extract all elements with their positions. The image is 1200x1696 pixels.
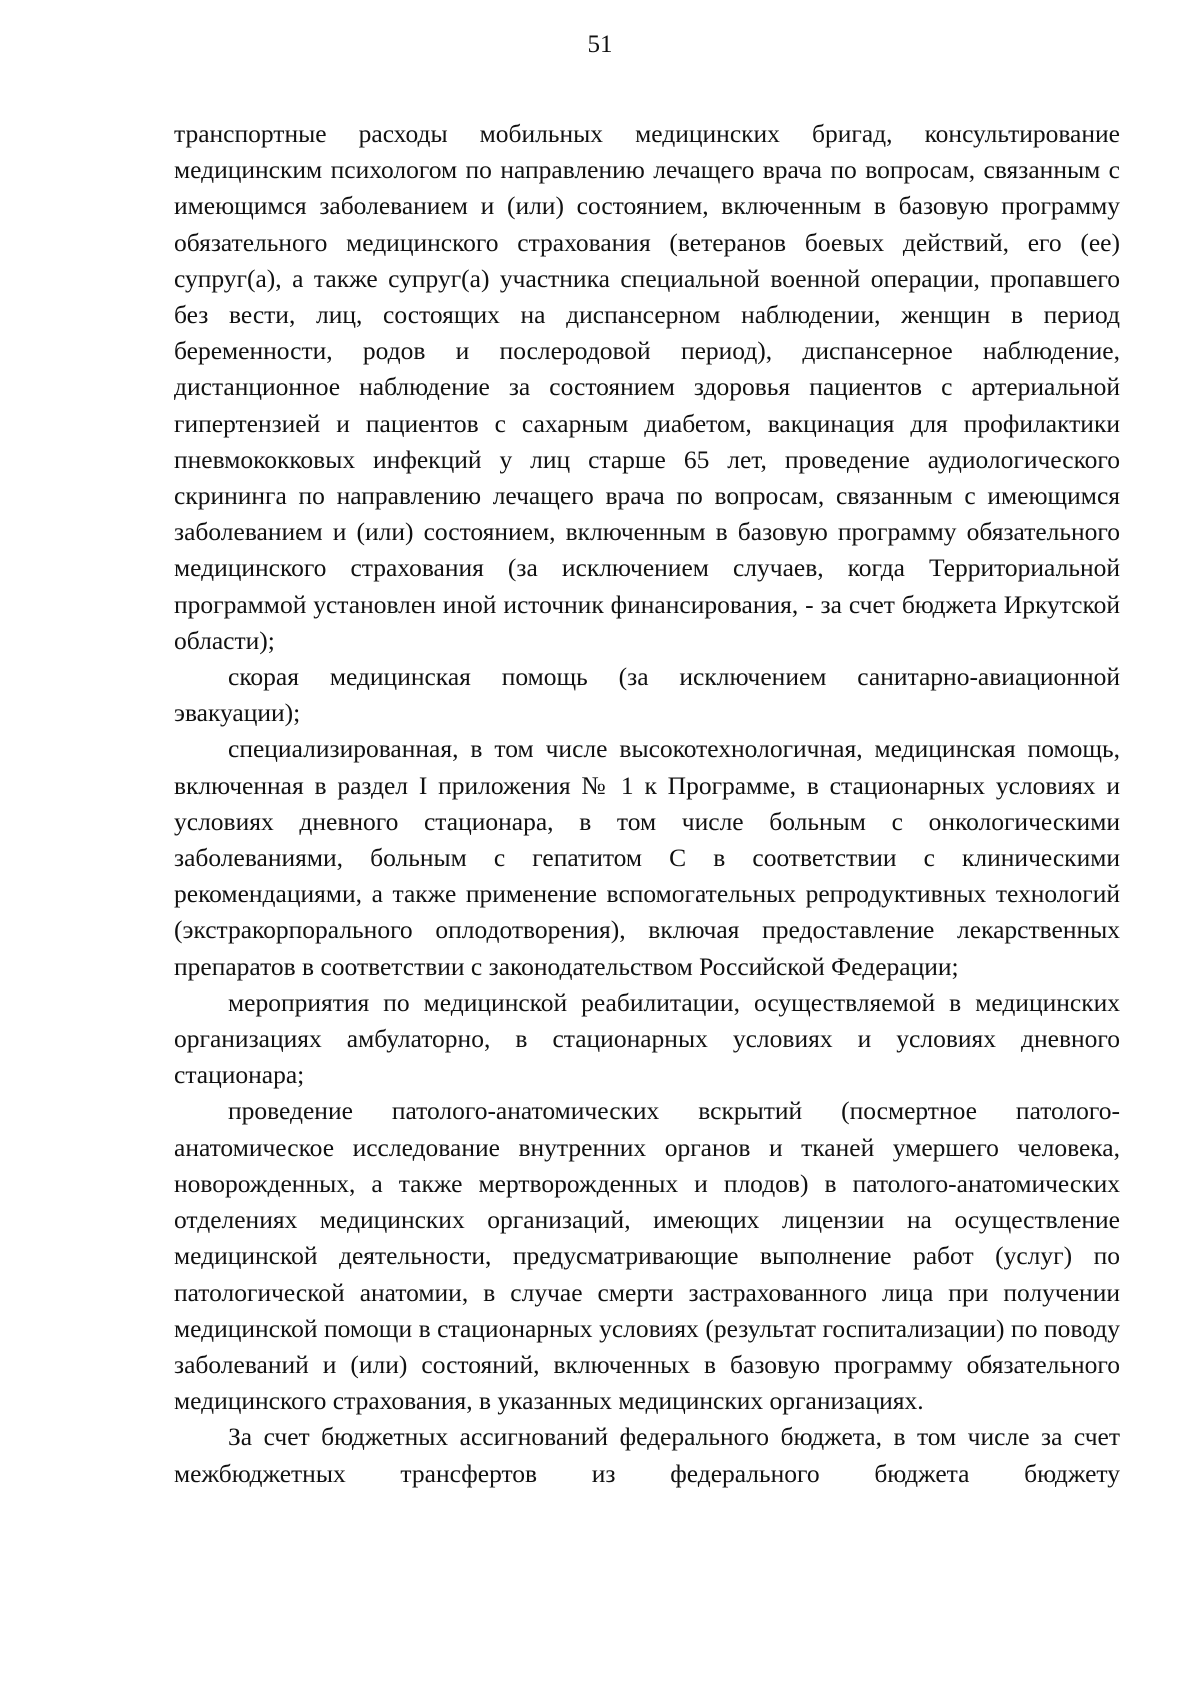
paragraph-rehabilitation: мероприятия по медицинской реабилитации, осуществляемой в медицинских организациях амбулаторно, в стационарных условиях и условиях дневного стационара;	[174, 987, 1120, 1090]
paragraph-emergency-care: скорая медицинская помощь (за исключением санитарно-авиационной эвакуации);	[174, 662, 1120, 728]
paragraph-specialized-care: специализированная, в том числе высокотехнологичная, медицинская помощь, включенная в раздел I приложения № 1 к Программе, в стационарных условиях и условиях дневного стационара, в том числе больным с онкологическими заболеваниями, больным с гепатитом С в соответствии с клиническими рекомендациями, а также применение вспомогательных репродуктивных технологий (экстракорпорального оплодотворения), включая предоставление лекарственных препаратов в соответствии с законодательством Российской Федерации;	[174, 734, 1120, 981]
page-number: 51	[587, 31, 613, 58]
paragraph-autopsies: проведение патолого-анатомических вскрытий (посмертное патолого-анатомическое исследование внутренних органов и тканей умершего человека, новорожденных, а также мертворожденных и плодов) в патолого-анатомических отделениях медицинских организаций, имеющих лицензии на осуществление медицинской деятельности, предусматривающие выполнение работ (услуг) по патологической анатомии, в случае смерти застрахованного лица при получении медицинской помощи в стационарных условиях (результат госпитализации) по поводу заболеваний и (или) состояний, включенных в базовую программу обязательного медицинского страхования, в указанных медицинских организациях.	[174, 1096, 1120, 1416]
document-body	[174, 116, 1120, 1492]
paragraph-federal-budget: За счет бюджетных ассигнований федерального бюджета, в том числе за счет межбюджетных трансфертов из федерального бюджета бюджету	[174, 1422, 1120, 1488]
paragraph-transport-expenses: транспортные расходы мобильных медицинских бригад, консультирование медицинским психологом по направлению лечащего врача по вопросам, связанным с имеющимся заболеванием и (или) состоянием, включенным в базовую программу обязательного медицинского страхования (ветеранов боевых действий, его (ее) супруг(а), а также супруг(а) участника специальной военной операции, пропавшего без вести, лиц, состоящих на диспансерном наблюдении, женщин в период беременности, родов и послеродовой период), диспансерное наблюдение, дистанционное наблюдение за состоянием здоровья пациентов с артериальной гипертензией и пациентов с сахарным диабетом, вакцинация для профилактики пневмококковых инфекций у лиц старше 65 лет, проведение аудиологического скрининга по направлению лечащего врача по вопросам, связанным с имеющимся заболеванием и (или) состоянием, включенным в базовую программу обязательного медицинского страхования (за исключением случаев, когда Территориальной программой установлен иной источник финансирования, - за счет бюджета Иркутской области);	[174, 119, 1120, 655]
